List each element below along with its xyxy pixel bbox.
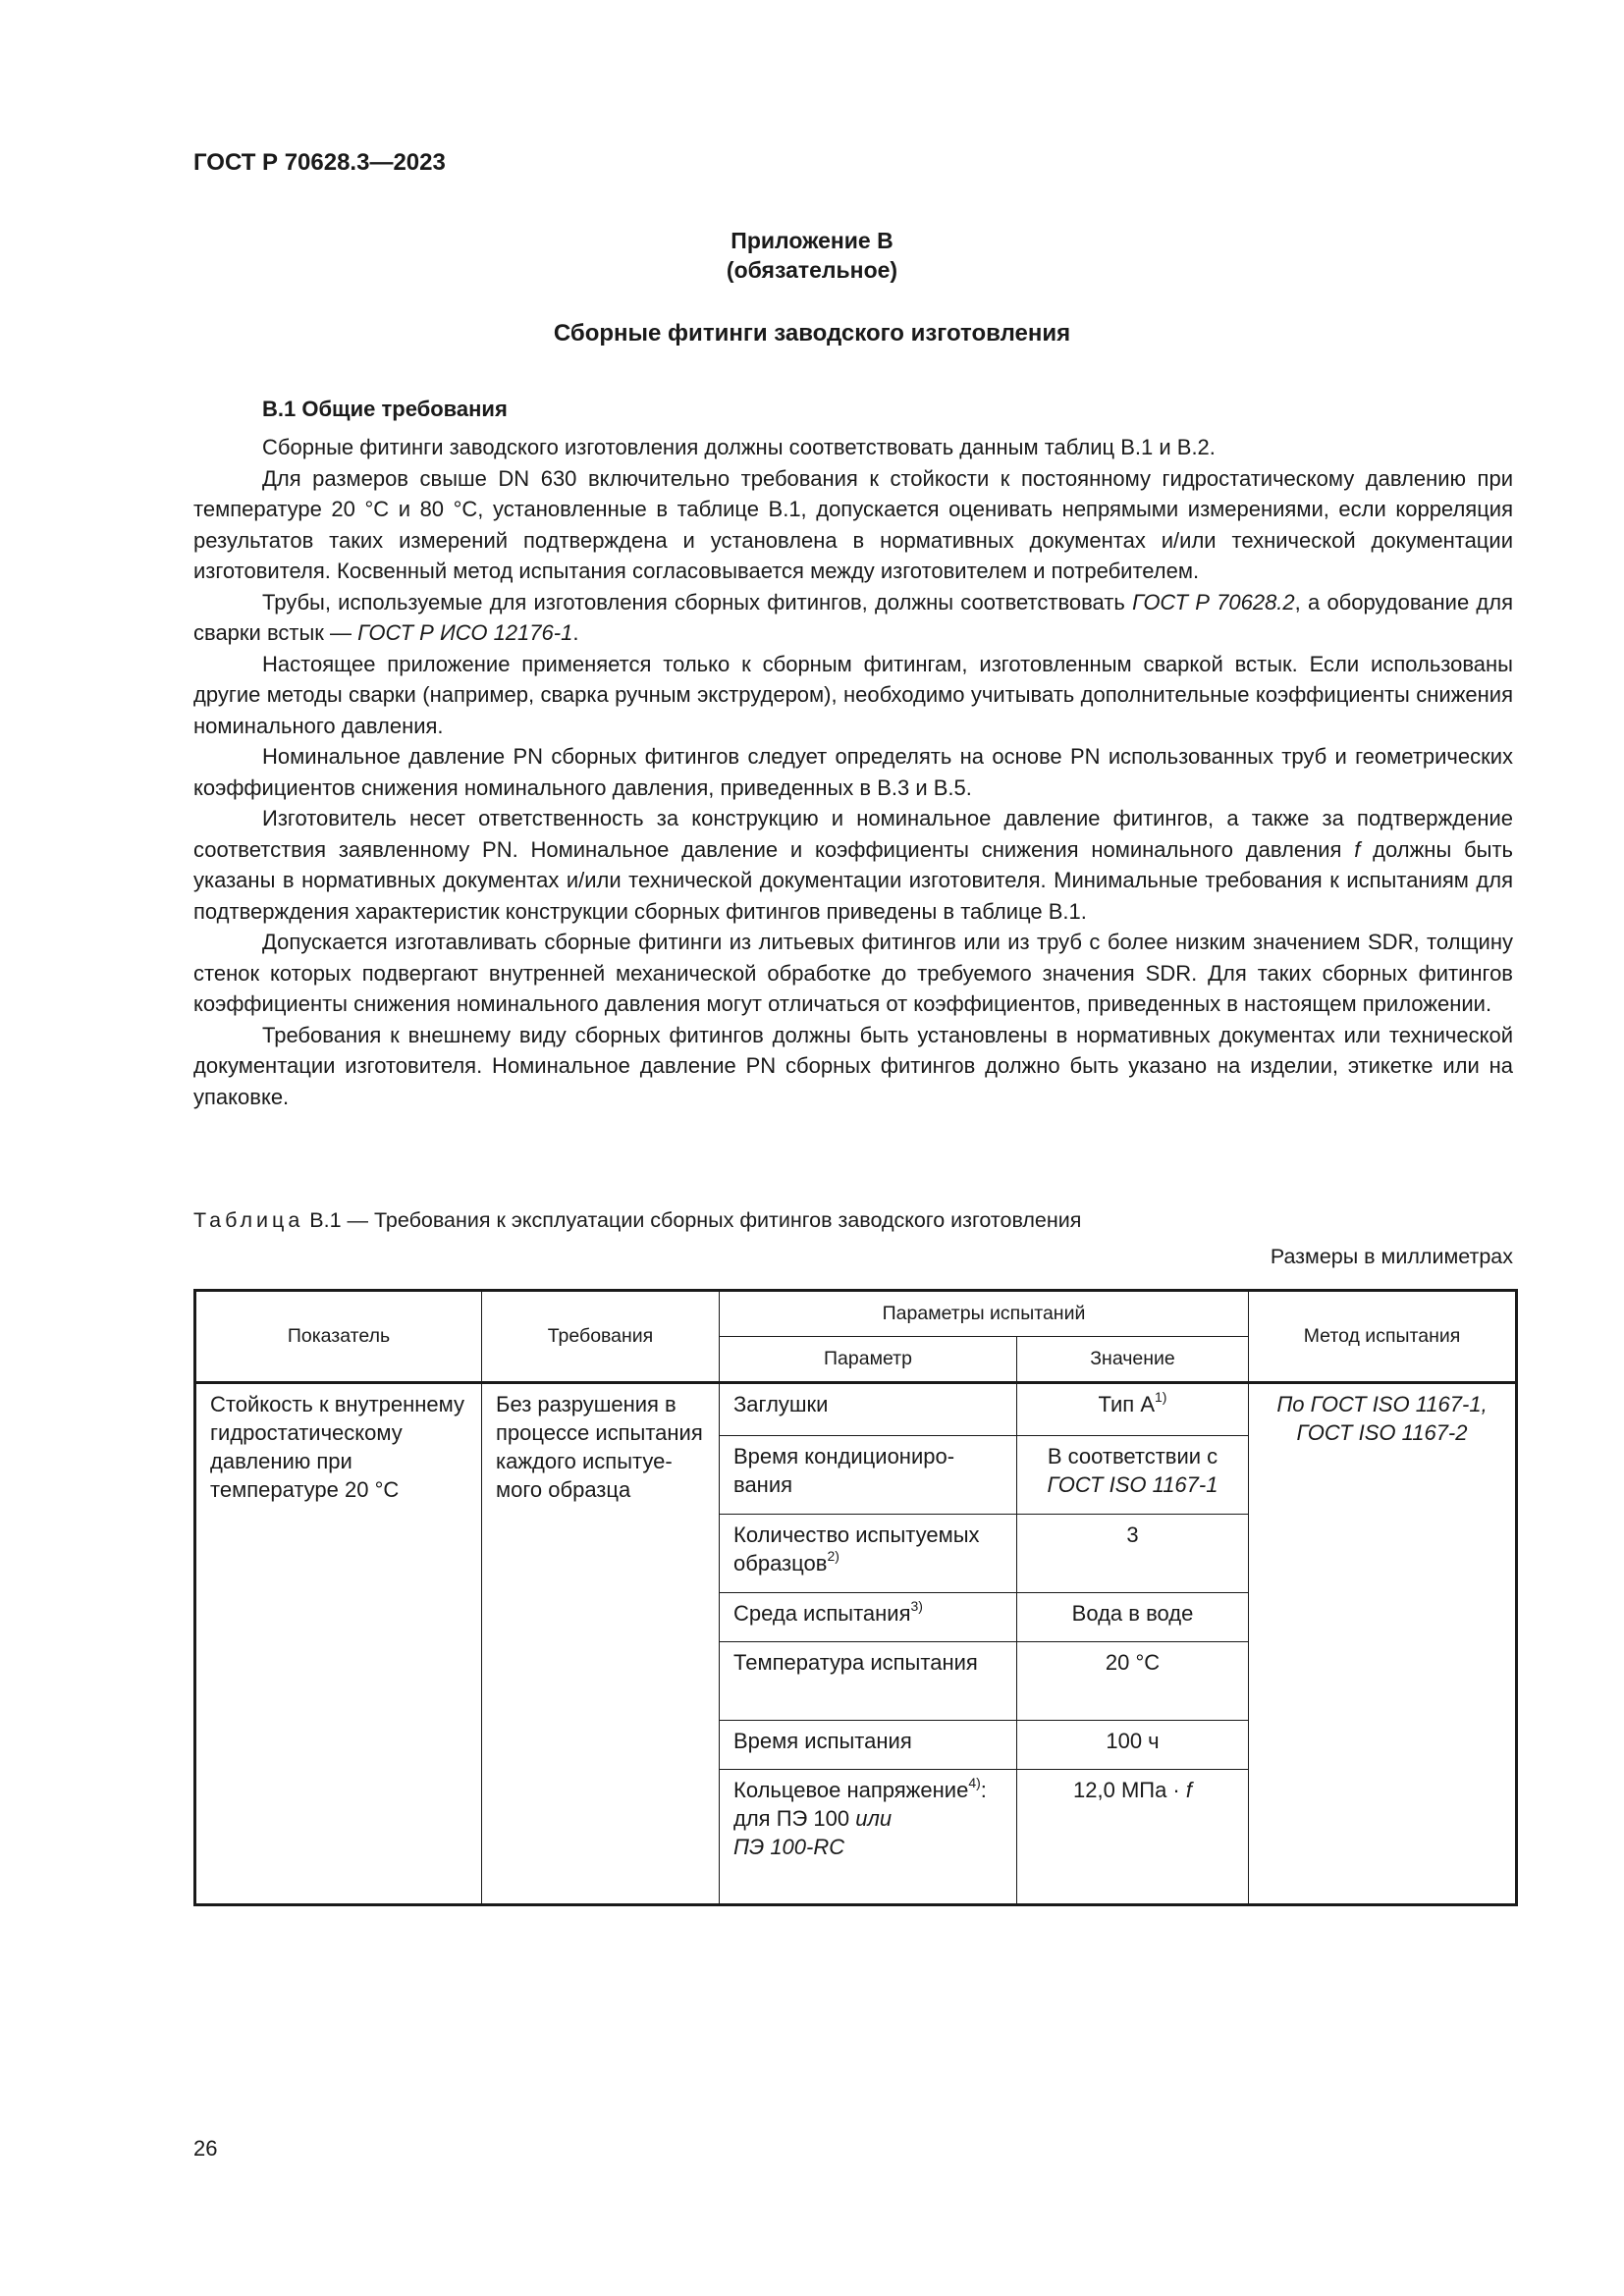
paragraph: Трубы, используемые для изготовления сборных фитингов, должны соответствовать ГОСТ Р 70628.2, а оборудование для сварки встык — ГОСТ Р ИСО 12176-1. [193, 589, 1513, 645]
requirements-table [193, 1289, 1518, 1906]
paragraph: Требования к внешнему виду сборных фитингов должны быть установлены в нормативных документах или технической документации изготовителя. Номинальное давление PN сборных фитингов должно быть указано на изделии, этикетке или на упаковке. [193, 1022, 1513, 1109]
header-method: Метод испытания [1249, 1291, 1517, 1383]
standard-reference: ГОСТ Р ИСО 12176-1 [357, 620, 573, 645]
cell-requirement: Без разрушения в процессе испытания каждого испытуемого образца [482, 1383, 720, 1905]
variable-f: f [1185, 1778, 1192, 1802]
annex-title: Приложение В [731, 228, 893, 253]
cell-value: Тип $А^{1)}$ [1017, 1383, 1249, 1436]
cell-param: Время испытания [720, 1721, 1017, 1770]
cell-value: 3 [1017, 1515, 1249, 1593]
paragraph: Настоящее приложение применяется только к сборным фитингам, изготовленным сваркой встык. Если использованы другие методы сварки (например, сварка ручным экструдером), необходимо учитывать дополнительные коэффициенты снижения номинального давления. [193, 651, 1513, 738]
header-requirements: Требования [482, 1291, 720, 1383]
header-value: Значение [1017, 1337, 1249, 1383]
cell-param: Заглушки [720, 1383, 1017, 1436]
table-caption: Таблица В.1 — Требования к эксплуатации сборных фитингов заводского изготовления [193, 1208, 1082, 1232]
cell-param: Время кондиционирования [720, 1436, 1017, 1515]
header-test-params: Параметры испытаний [720, 1291, 1249, 1337]
cell-value: 100 ч [1017, 1721, 1249, 1770]
paragraph: Для размеров свыше DN 630 включительно требования к стойкости к постоянному гидростатическому давлению при температуре 20 °C и 80 °C, установленные в таблице В.1, допускается оценивать непрямыми измерениями, если корреляция результатов таких измерений подтверждена и установлена в нормативных документах и/или технической документации изготовителя. Косвенный метод испытания согласовывается между изготовителем и потребителем. [193, 465, 1513, 583]
paragraph: Номинальное давление PN сборных фитингов следует определять на основе PN использованных труб и геометрических коэффициентов снижения номинального давления, приведенных в В.3 и В.5. [193, 744, 1513, 800]
cell-value: 12,0 МПа · f [1017, 1770, 1249, 1905]
cell-method: По ГОСТ ISO 1167-1, ГОСТ ISO 1167-2 [1249, 1383, 1517, 1905]
header-indicator: Показатель [195, 1291, 482, 1383]
paragraph: Сборные фитинги заводского изготовления должны соответствовать данным таблиц В.1 и В.2. [262, 435, 1216, 459]
cell-value: Вода в воде [1017, 1593, 1249, 1642]
cell-param: Температура испытания [720, 1642, 1017, 1721]
table-units: Размеры в миллиметрах [1270, 1245, 1513, 1268]
cell-indicator: Стойкость к внутреннему гидростатическому давлению при температуре 20 °C [195, 1383, 482, 1905]
header-parameter: Параметр [720, 1337, 1017, 1383]
page-number: 26 [193, 2136, 218, 2161]
standard-header: ГОСТ Р 70628.3—2023 [193, 149, 446, 176]
cell-param: Количество испытуемых образцов$^{2)}$ [720, 1515, 1017, 1593]
section-body [193, 432, 1513, 1112]
annex-heading: Сборные фитинги заводского изготовления [553, 320, 1071, 347]
cell-value: В соответствии с ГОСТ ISO 1167-1 [1017, 1436, 1249, 1515]
paragraph: Изготовитель несет ответственность за конструкцию и номинальное давление фитингов, а также за подтверждение соответствия заявленному PN. Номинальное давление и коэффициенты снижения номинального давления f должны быть указаны в нормативных документах и/или технической документации изготовителя. Минимальные требования к испытаниям для подтверждения характеристик конструкции сборных фитингов приведены в таблице В.1. [193, 806, 1513, 924]
annex-type: (обязательное) [726, 257, 898, 283]
cell-param: Кольцевое напряжение$^{4)}$: для ПЭ 100 или ПЭ 100-RC [720, 1770, 1017, 1905]
section-heading: В.1 Общие требования [262, 397, 508, 421]
paragraph: Допускается изготавливать сборные фитинги из литьевых фитингов или из труб с более низким значением SDR, толщину стенок которых подвергают внутренней механической обработке до требуемого значения SDR. Для таких сборных фитингов коэффициенты снижения номинального давления могут отличаться от коэффициентов, приведенных в настоящем приложении. [193, 930, 1513, 1016]
variable-f: f [1354, 836, 1361, 862]
standard-reference: ГОСТ ISO 1167-1 [1047, 1472, 1218, 1497]
standard-reference: ГОСТ Р 70628.2 [1132, 589, 1295, 614]
cell-value: 20 °C [1017, 1642, 1249, 1721]
cell-param: Среда испытания$^{3)}$ [720, 1593, 1017, 1642]
